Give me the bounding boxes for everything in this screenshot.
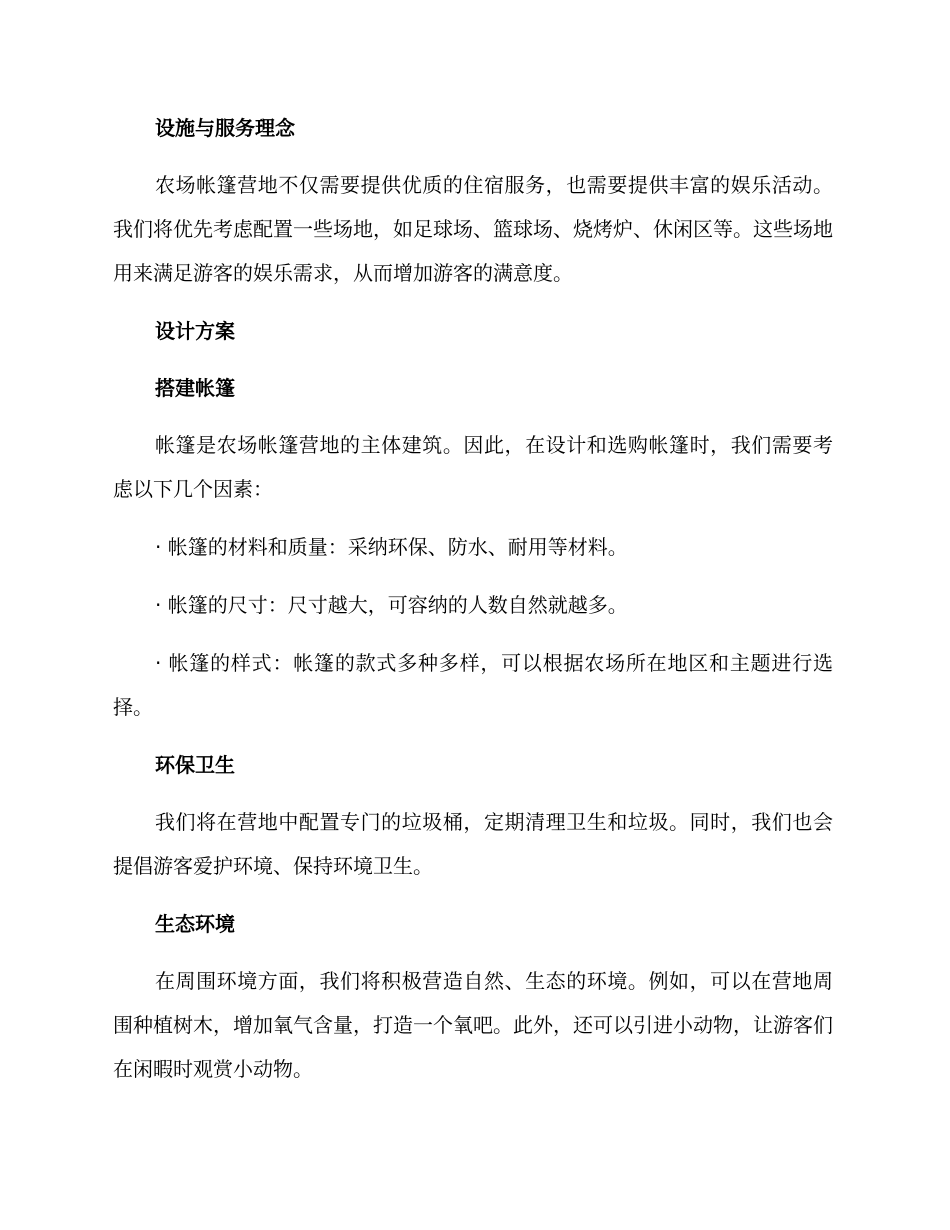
- document-page: [113, 106, 833, 1091]
- section-heading-tents: 搭建帐篷: [155, 376, 235, 400]
- bullet-item-material: · 帐篷的材料和质量：采纳环保、防水、耐用等材料。: [155, 535, 628, 559]
- bullet-item-size: · 帐篷的尺寸：尺寸越大，可容纳的人数自然就越多。: [155, 593, 628, 617]
- paragraph-tents: 帐篷是农场帐篷营地的主体建筑。因此，在设计和选购帐篷时，我们需要考虑以下几个因素：: [113, 433, 833, 501]
- paragraph-hygiene: 我们将在营地中配置专门的垃圾桶，定期清理卫生和垃圾。同时，我们也会提倡游客爱护环境、保持环境卫生。: [113, 810, 833, 878]
- section-heading-ecology: 生态环境: [155, 912, 235, 936]
- paragraph-ecology: 在周围环境方面，我们将积极营造自然、生态的环境。例如，可以在营地周围种植树木，增加氧气含量，打造一个氧吧。此外，还可以引进小动物，让游客们在闲暇时观赏小动物。: [113, 969, 833, 1081]
- section-heading-design-plan: 设计方案: [155, 319, 235, 343]
- paragraph-facilities: 农场帐篷营地不仅需要提供优质的住宿服务，也需要提供丰富的娱乐活动。我们将优先考虑配置一些场地，如足球场、篮球场、烧烤炉、休闲区等。这些场地用来满足游客的娱乐需求，从而增加游客的满意度。: [113, 173, 833, 285]
- section-heading-hygiene: 环保卫生: [155, 753, 235, 777]
- section-heading-facilities: 设施与服务理念: [155, 116, 295, 140]
- bullet-item-style: · 帐篷的样式：帐篷的款式多种多样，可以根据农场所在地区和主题进行选择。: [113, 651, 833, 719]
